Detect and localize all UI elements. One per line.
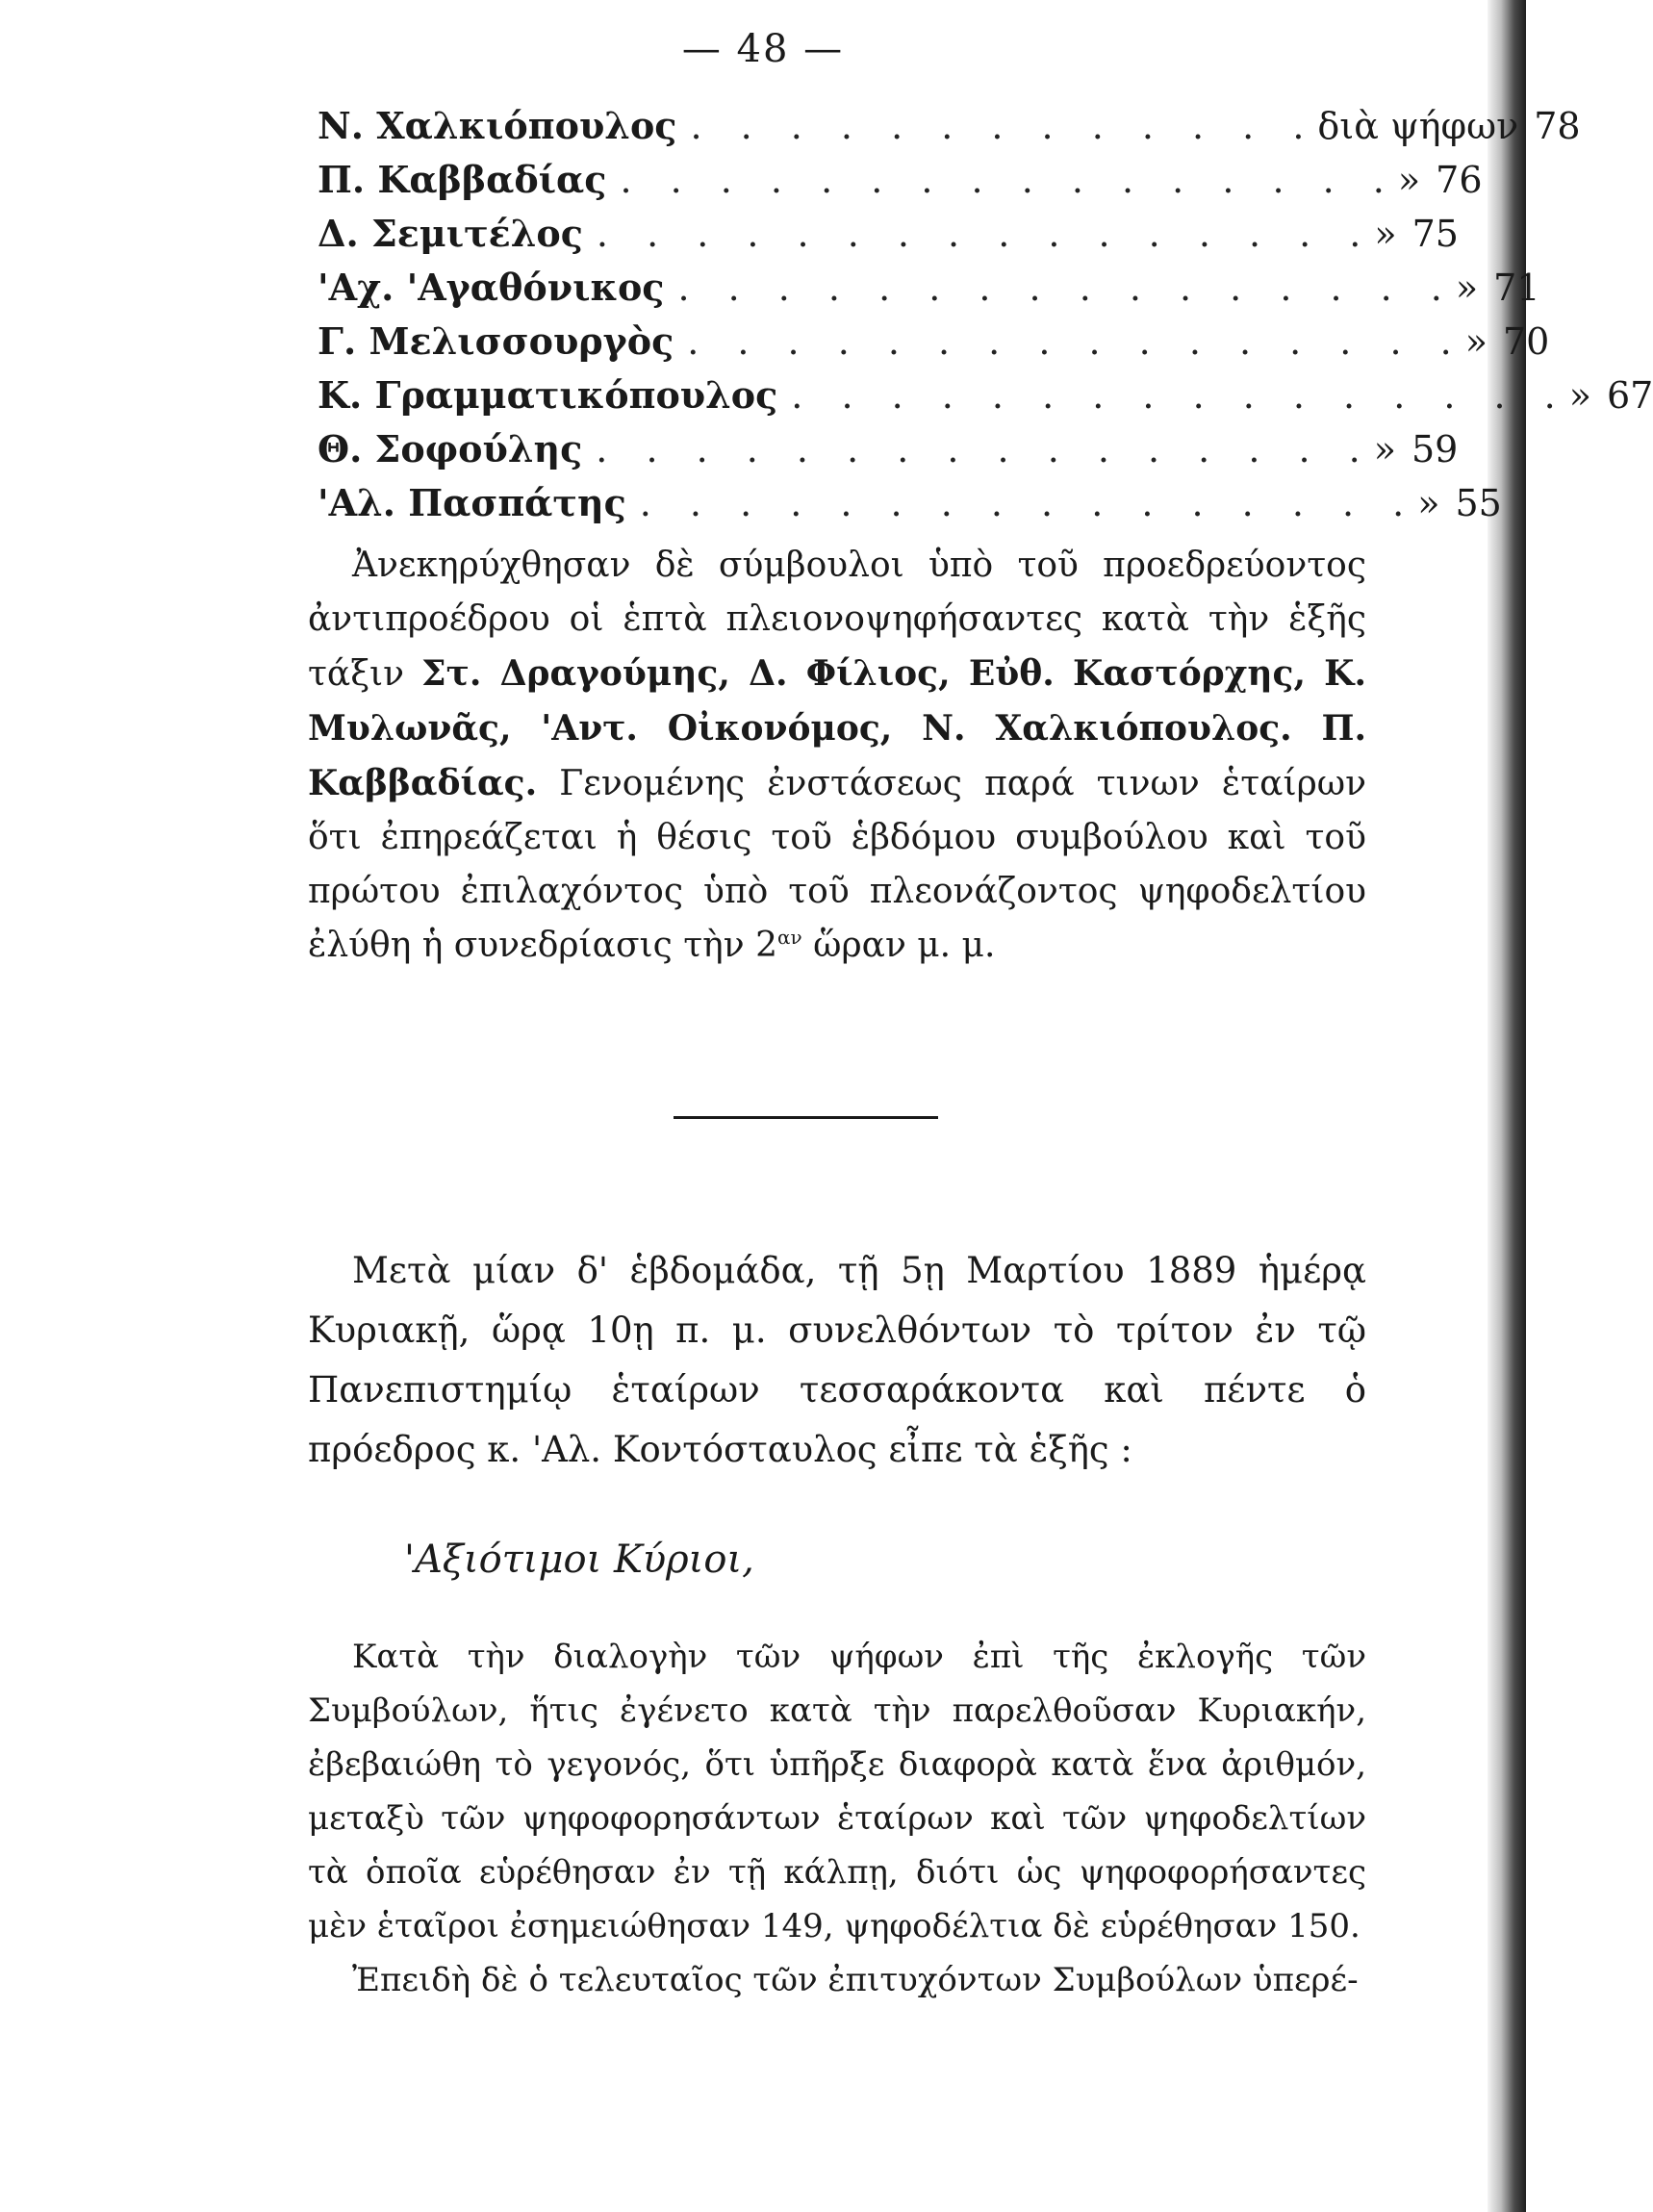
- candidate-name: Π. Καββαδίας: [318, 158, 607, 201]
- vote-prefix: διὰ ψήφων: [1317, 105, 1519, 147]
- vote-prefix: »: [1373, 428, 1396, 470]
- vote-row: [318, 104, 1581, 158]
- candidate-name: Ν. Χαλκιόπουλος: [318, 104, 677, 147]
- vote-row: [318, 481, 1502, 535]
- vote-count: 59: [1411, 428, 1459, 470]
- paragraph-rest: Γενομένης ἐνστάσεως παρά τινων ἑταίρων ὅτι ἐπηρεάζεται ἡ θέσις τοῦ ἑβδόμου συμβούλου καὶ τοῦ πρώτου ἐπιλαχόντος ὑπὸ τοῦ πλεονάζοντος ψηφοδελτίου ἐλύθη ἡ συνεδρίασις τὴν 2: [308, 764, 1366, 965]
- vote-count: 78: [1534, 105, 1581, 147]
- leader-dots: . . . . . . . . . . . . . . . .: [687, 320, 1465, 363]
- leader-dots: . . . . . . . . . . . . . . . .: [677, 267, 1456, 309]
- paragraph-text: Μετὰ μίαν δ' ἑβδομάδα, τῇ 5ῃ Μαρτίου 1889 ἡμέρᾳ Κυριακῇ, ὥρᾳ 10ῃ π. μ. συνελθόντων τὸ τρίτον ἐν τῷ Πανεπιστημίῳ ἑταίρων τεσσαράκοντα καὶ πέντε ὁ πρόεδρος κ. 'Αλ. Κοντόσταυλος εἶπε τὰ ἑξῆς :: [308, 1250, 1366, 1470]
- vote-count: 55: [1455, 482, 1502, 524]
- vote-count: 75: [1411, 213, 1459, 255]
- leader-dots: . . . . . . . . . . . . . . . .: [620, 159, 1398, 201]
- vote-prefix: »: [1568, 374, 1591, 417]
- vote-prefix: »: [1417, 482, 1440, 524]
- meeting-paragraph: [308, 1241, 1366, 1480]
- candidate-name: 'Αλ. Πασπάτης: [318, 481, 626, 524]
- page-number: — 48 —: [681, 27, 845, 71]
- vote-count: 71: [1493, 267, 1540, 309]
- leader-dots: . . . . . . . . . . . . . . . .: [596, 213, 1375, 255]
- vote-prefix: »: [1374, 213, 1397, 255]
- vote-count: 67: [1607, 374, 1653, 417]
- paragraph-text: [308, 539, 1366, 973]
- candidate-name: Δ. Σεμιτέλος: [318, 212, 583, 255]
- elected-members-names: Στ. Δραγούμης, Δ. Φίλιος, Εὐθ. Καστόρχης, Κ. Μυλωνᾶς, 'Αντ. Οἰκονόμος, Ν. Χαλκιόπουλος. Π. Καββαδίας.: [308, 653, 1366, 803]
- candidate-name: Κ. Γραμματικόπουλος: [318, 373, 778, 417]
- leader-dots: . . . . . . . . . . . . . . . .: [596, 428, 1374, 470]
- candidate-name: Γ. Μελισσουργὸς: [318, 319, 674, 363]
- paragraph-text: Ἐπειδὴ δὲ ὁ τελευταῖος τῶν ἐπιτυχόντων Συμβούλων ὑπερέ-: [352, 1961, 1359, 1999]
- vote-count: 76: [1436, 159, 1483, 201]
- vote-row: [318, 158, 1483, 212]
- vote-row: [318, 212, 1459, 266]
- election-result-paragraph: [308, 539, 1366, 973]
- vote-prefix: »: [1455, 267, 1479, 309]
- candidate-name: Θ. Σοφούλης: [318, 427, 583, 470]
- speech-paragraphs: [308, 1630, 1366, 2007]
- vote-prefix: »: [1397, 159, 1421, 201]
- paragraph-end: ὥραν μ. μ.: [801, 926, 996, 965]
- leader-dots: . . . . . . . . . . . . . . . .: [791, 374, 1569, 417]
- vote-count: 70: [1502, 320, 1550, 363]
- candidate-name: 'Αχ. 'Αγαθόνικος: [318, 266, 665, 309]
- paragraph-intro: Ἀνεκηρύχθησαν δὲ σύμβουλοι ὑπὸ τοῦ προεδρεύοντος ἀντιπροέδρου οἱ ἑπτὰ πλειονοψηφήσαντες κατὰ τὴν ἑξῆς τάξιν: [308, 546, 1366, 694]
- leader-dots: . . . . . . . . . . . . .: [690, 105, 1318, 147]
- speech-salutation: 'Αξιότιμοι Κύριοι,: [404, 1538, 754, 1582]
- vote-row: [318, 427, 1459, 481]
- vote-results-list: [318, 104, 1653, 535]
- ordinal-superscript: αν: [777, 926, 802, 949]
- vote-row: [318, 373, 1653, 427]
- paragraph-text: Κατὰ τὴν διαλογὴν τῶν ψήφων ἐπὶ τῆς ἐκλογῆς τῶν Συμβούλων, ἥτις ἐγένετο κατὰ τὴν παρελθοῦσαν Κυριακήν, ἐβεβαιώθη τὸ γεγονός, ὅτι ὑπῆρξε διαφορὰ κατὰ ἕνα ἀριθμόν, μεταξὺ τῶν ψηφοφορησάντων ἑταίρων καὶ τῶν ψηφοδελτίων τὰ ὁποῖα εὑρέθησαν ἐν τῇ κάλπῃ, διότι ὡς ψηφοφορήσαντες μὲν ἑταῖροι ἐσημειώθησαν 149, ψηφοδέλτια δὲ εὑρέθησαν 150.: [308, 1638, 1366, 1945]
- vote-prefix: »: [1464, 320, 1488, 363]
- leader-dots: . . . . . . . . . . . . . . . .: [639, 482, 1418, 524]
- section-divider: [674, 1116, 938, 1119]
- vote-row: [318, 266, 1540, 319]
- vote-row: [318, 319, 1550, 373]
